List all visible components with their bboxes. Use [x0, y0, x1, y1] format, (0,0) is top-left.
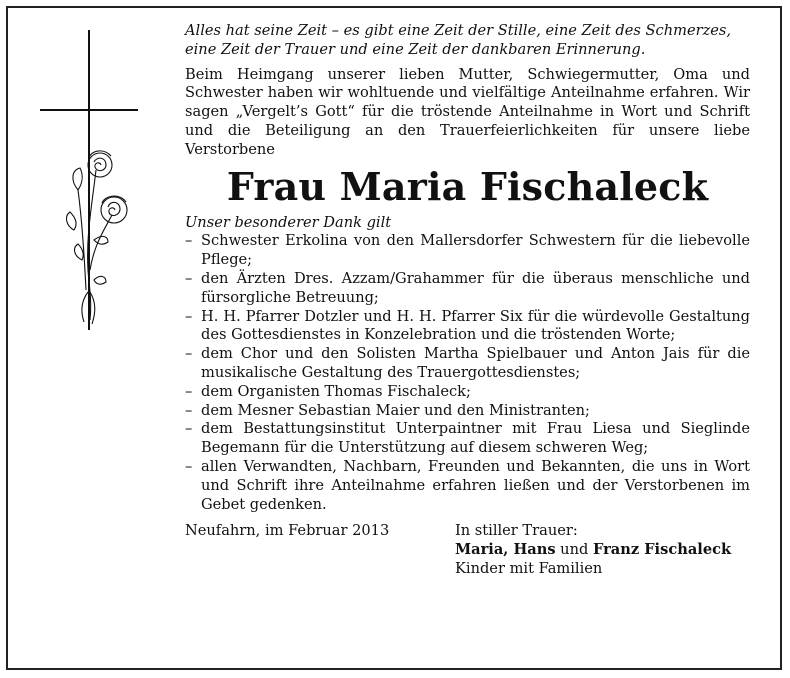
motto: Alles hat seine Zeit – es gibt eine Zeit der Stille, eine Zeit des Schmerzes, eine Zeit der Trauer und eine Zeit der dankbaren Erinnerung. [185, 22, 732, 58]
mourners-label: In stiller Trauer: [455, 522, 578, 540]
thanks-list [185, 232, 750, 514]
list-item: – den Ärzten Dres. Azzam/Grahammer für die überaus menschliche und fürsorgliche Betreuung; [185, 269, 750, 306]
list-item: – dem Organisten Thomas Fischaleck; [185, 382, 471, 400]
roses-icon [67, 151, 127, 324]
obituary-text [185, 22, 750, 579]
deceased-name: Frau Maria Fischaleck [226, 163, 709, 209]
list-item: – Schwester Erkolina von den Mallersdorfer Schwestern für die liebevolle Pflege; [185, 232, 750, 269]
list-item: – dem Bestattungsinstitut Unterpaintner mit Frau Liesa und Sieglinde Begemann für die Unterstützung auf diesem schweren Weg; [185, 420, 750, 457]
mourners-block [455, 522, 731, 578]
place-date: Neufahrn, im Februar 2013 [185, 522, 390, 540]
list-item: – dem Chor und den Solisten Martha Spielbauer und Anton Jais für die musikalische Gestaltung des Trauergottesdienstes; [185, 345, 750, 381]
list-item: – allen Verwandten, Nachbarn, Freunden und Bekannten, die uns in Wort und Schrift ihre Anteilnahme erfahren ließen und der Verstorbenen im Gebet gedenken. [185, 457, 750, 513]
mourners-family: Kinder mit Familien [455, 559, 603, 577]
mourners-names: Maria, Hans und Franz Fischaleck [455, 541, 732, 559]
intro-paragraph: Beim Heimgang unserer lieben Mutter, Schwiegermutter, Oma und Schwester haben wir wohltuende und vielfältige Anteilnahme erfahren. Wir sagen „Vergelt’s Gott“ für die tröstende Anteilnahme in Wort und Schrift und die Beteiligung an den Trauerfeierlichkeiten für unsere liebe Verstorbene [185, 65, 750, 158]
list-item: – H. H. Pfarrer Dotzler und H. H. Pfarrer Six für die würdevolle Gestaltung des Gottesdienstes in Konzelebration und die tröstenden Worte; [185, 307, 750, 344]
list-item: – dem Mesner Sebastian Maier und den Ministranten; [185, 401, 590, 419]
cross-with-roses-icon [34, 30, 144, 330]
obituary-footer [185, 522, 750, 578]
thanks-heading: Unser besonderer Dank gilt [185, 213, 392, 231]
